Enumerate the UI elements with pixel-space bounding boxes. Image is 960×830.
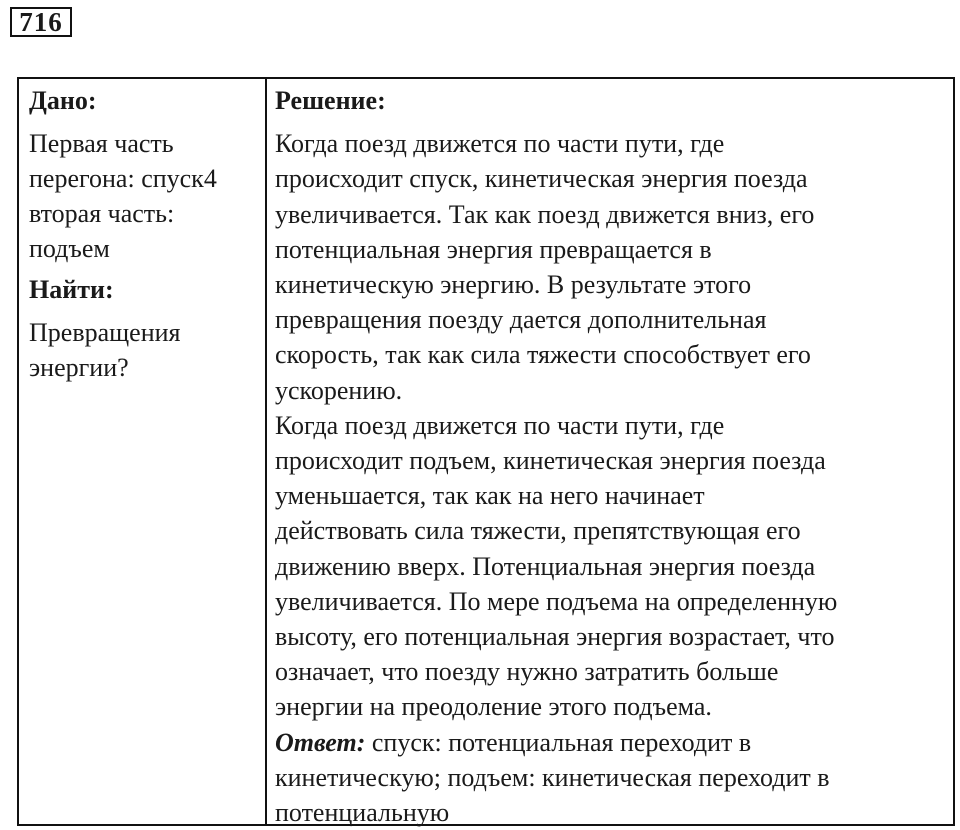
given-line: подъем xyxy=(29,234,110,263)
solution-heading: Решение: xyxy=(275,86,386,115)
solution-column xyxy=(267,79,953,828)
given-heading: Дано: xyxy=(29,86,97,115)
answer-text: спуск: потенциальная переходит в xyxy=(365,727,752,757)
problem-number: 716 xyxy=(10,7,72,37)
solution-line: превращения поезду дается дополнительная xyxy=(275,305,767,335)
solution-line: Когда поезд движется по части пути, где xyxy=(275,129,725,159)
solution-table xyxy=(17,77,955,826)
solution-line: кинетическую энергию. В результате этого xyxy=(275,270,752,300)
solution-line: ускорению. xyxy=(275,375,403,405)
solution-line: уменьшается, так как на него начинает xyxy=(275,481,705,511)
solution-line: действовать сила тяжести, препятствующая его xyxy=(275,516,801,546)
solution-line: движению вверх. Потенциальная энергия поезда xyxy=(275,551,816,581)
find-line: энергии? xyxy=(29,353,129,382)
answer-line: кинетическую; подъем: кинетическая переходит в xyxy=(275,762,830,792)
given-text xyxy=(29,126,259,266)
given-column xyxy=(19,79,267,824)
solution-line: потенциальная энергия превращается в xyxy=(275,234,712,264)
solution-line: энергии на преодоление этого подъема. xyxy=(275,692,712,722)
solution-paragraph-descent xyxy=(275,126,947,408)
answer-line xyxy=(275,725,947,760)
solution-line: скорость, так как сила тяжести способствует его xyxy=(275,340,811,370)
solution-line: увеличивается. Так как поезд движется вниз, его xyxy=(275,199,815,229)
solution-line: высоту, его потенциальная энергия возрастает, что xyxy=(275,622,835,652)
answer-block xyxy=(275,725,947,830)
given-line: вторая часть: xyxy=(29,199,175,228)
given-line: перегона: спуск4 xyxy=(29,164,217,193)
find-text xyxy=(29,315,259,385)
given-line: Первая часть xyxy=(29,129,174,158)
answer-line: потенциальную xyxy=(275,798,450,828)
solution-line: происходит спуск, кинетическая энергия поезда xyxy=(275,164,808,194)
solution-paragraph-ascent xyxy=(275,408,947,725)
solution-line: означает, что поезду нужно затратить больше xyxy=(275,657,779,687)
solution-line: Когда поезд движется по части пути, где xyxy=(275,410,725,440)
find-heading: Найти: xyxy=(29,275,114,304)
solution-line: увеличивается. По мере подъема на определенную xyxy=(275,586,838,616)
find-line: Превращения xyxy=(29,318,181,347)
solution-line: происходит подъем, кинетическая энергия поезда xyxy=(275,446,826,476)
answer-label: Ответ: xyxy=(275,727,366,757)
